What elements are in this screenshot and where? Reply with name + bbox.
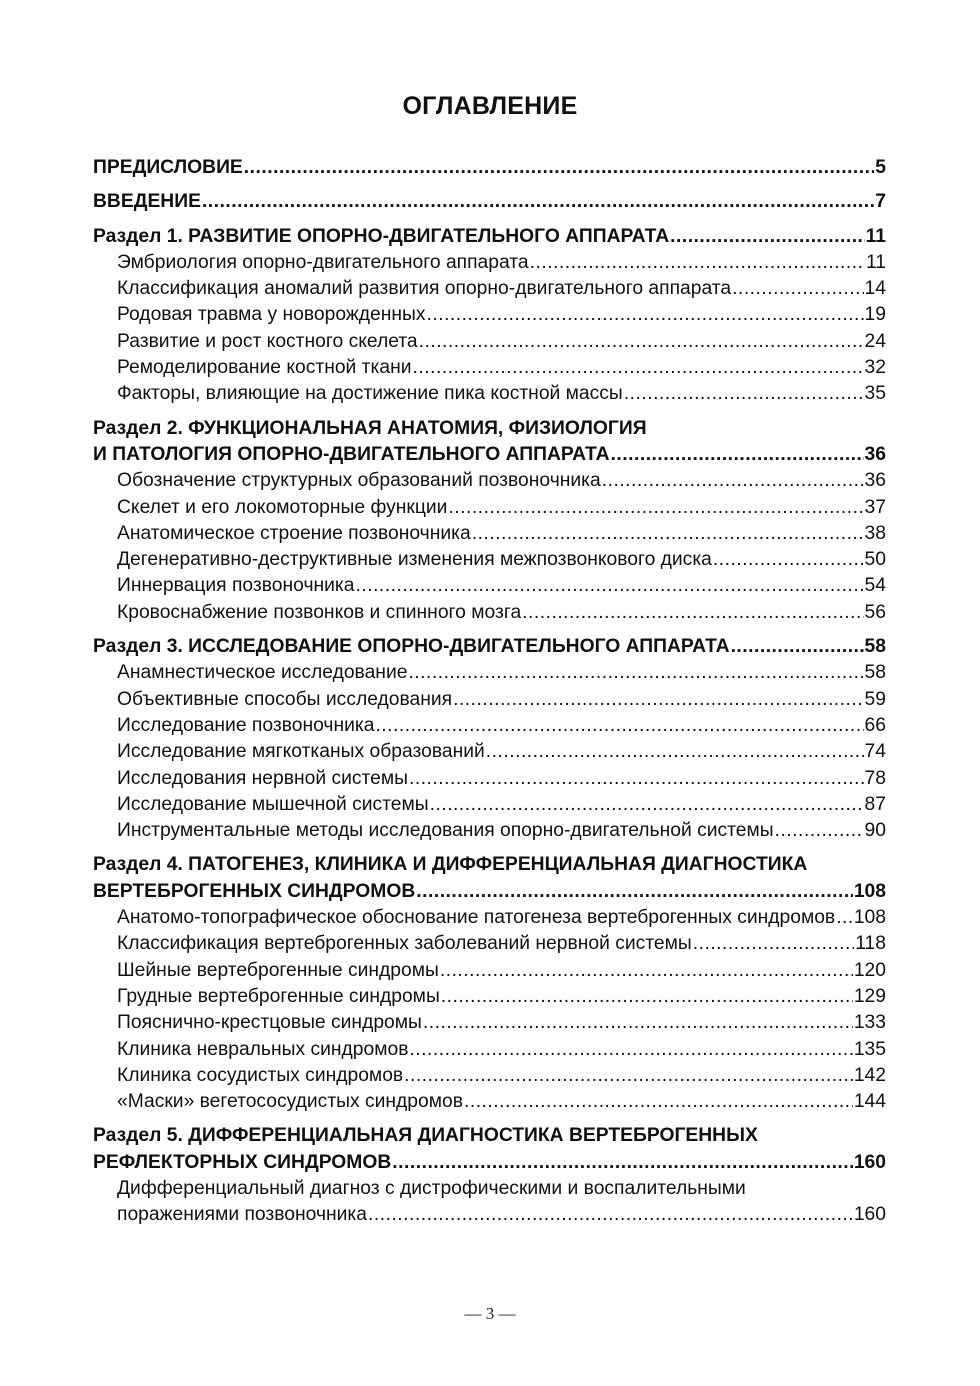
entry-page-number: 87 bbox=[864, 793, 886, 815]
leader-dots bbox=[368, 1202, 853, 1228]
subsection-entry[interactable] bbox=[93, 521, 886, 547]
entry-title: Скелет и его локомоторные функции bbox=[117, 496, 448, 518]
subsection-entry[interactable] bbox=[93, 1063, 886, 1089]
entry-page-number: 135 bbox=[853, 1038, 886, 1060]
entry-page-number: 50 bbox=[864, 549, 886, 571]
entry-title: Исследование мышечной системы bbox=[117, 793, 429, 815]
subsection-line[interactable]: Дифференциальный диагноз с дистрофическими и воспалительными bbox=[117, 1177, 746, 1199]
subsection-entry[interactable] bbox=[93, 600, 886, 626]
section-heading[interactable] bbox=[93, 442, 886, 468]
entry-page-number: 24 bbox=[864, 330, 886, 352]
toc-section bbox=[93, 155, 886, 181]
entry-title: ВЕРТЕБРОГЕННЫХ СИНДРОМОВ bbox=[93, 880, 416, 902]
subsection-entry[interactable] bbox=[93, 687, 886, 713]
entry-page-number: 58 bbox=[864, 636, 886, 658]
toc-section bbox=[93, 189, 886, 215]
subsection-entry[interactable] bbox=[93, 329, 886, 355]
subsection-entry[interactable] bbox=[93, 792, 886, 818]
leader-dots bbox=[409, 1037, 852, 1063]
subsection-entry[interactable] bbox=[93, 660, 886, 686]
table-of-contents bbox=[93, 155, 886, 1237]
entry-title: Раздел 3. ИССЛЕДОВАНИЕ ОПОРНО-ДВИГАТЕЛЬНОГО АППАРАТА bbox=[93, 636, 730, 658]
leader-dots bbox=[423, 1010, 853, 1036]
section-heading-line[interactable]: Раздел 5. ДИФФЕРЕНЦИАЛЬНАЯ ДИАГНОСТИКА ВЕРТЕБРОГЕННЫХ bbox=[93, 1125, 758, 1147]
leader-dots bbox=[427, 302, 864, 328]
entry-page-number: 108 bbox=[853, 880, 886, 902]
subsection-entry[interactable] bbox=[93, 276, 886, 302]
leader-dots bbox=[430, 792, 864, 818]
subsection-entry[interactable] bbox=[93, 250, 886, 276]
entry-page-number: 56 bbox=[864, 601, 886, 623]
entry-title: Клиника сосудистых синдромов bbox=[117, 1064, 404, 1086]
subsection-entry[interactable] bbox=[93, 766, 886, 792]
leader-dots bbox=[602, 468, 864, 494]
entry-page-number: 66 bbox=[864, 714, 886, 736]
entry-title: Факторы, влияющие на достижение пика костной массы bbox=[117, 383, 623, 405]
subsection-entry[interactable] bbox=[93, 547, 886, 573]
page-title: ОГЛАВЛЕНИЕ bbox=[402, 92, 578, 120]
leader-dots bbox=[670, 224, 864, 250]
entry-page-number: 38 bbox=[864, 522, 886, 544]
entry-page-number: 35 bbox=[864, 383, 886, 405]
toc-main-entry[interactable] bbox=[93, 155, 886, 181]
entry-page-number: 118 bbox=[855, 933, 886, 955]
entry-title: Классификация вертеброгенных заболеваний нервной системы bbox=[117, 933, 692, 955]
section-heading[interactable] bbox=[93, 634, 886, 660]
subsection-entry[interactable] bbox=[93, 1202, 886, 1228]
entry-page-number: 74 bbox=[864, 741, 886, 763]
subsection-entry[interactable] bbox=[93, 739, 886, 765]
entry-title: Инструментальные методы исследования опорно-двигательной системы bbox=[117, 820, 774, 842]
entry-page-number: 36 bbox=[864, 470, 886, 492]
leader-dots bbox=[453, 687, 863, 713]
entry-page-number: 32 bbox=[864, 357, 886, 379]
section-heading[interactable] bbox=[93, 224, 886, 250]
subsection-entry[interactable] bbox=[93, 573, 886, 599]
entry-title: Анатомическое строение позвоночника bbox=[117, 522, 471, 544]
entry-title: Родовая травма у новорожденных bbox=[117, 304, 426, 326]
entry-title: «Маски» вегетососудистых синдромов bbox=[117, 1091, 463, 1113]
entry-title: Объективные способы исследования bbox=[117, 688, 453, 710]
subsection-entry[interactable] bbox=[93, 381, 886, 407]
entry-title: ПРЕДИСЛОВИЕ bbox=[93, 157, 243, 178]
entry-page-number: 14 bbox=[864, 278, 886, 300]
toc-section bbox=[93, 852, 886, 1115]
leader-dots bbox=[530, 250, 865, 276]
subsection-entry[interactable] bbox=[93, 713, 886, 739]
entry-page-number: 7 bbox=[875, 191, 886, 213]
entry-title: Пояснично-крестцовые синдромы bbox=[117, 1012, 422, 1034]
entry-title: Клиника невральных синдромов bbox=[117, 1038, 409, 1060]
entry-title: поражениями позвоночника bbox=[117, 1204, 368, 1226]
leader-dots bbox=[392, 1150, 853, 1176]
subsection-entry[interactable] bbox=[93, 468, 886, 494]
entry-page-number: 160 bbox=[853, 1204, 886, 1226]
leader-dots bbox=[732, 276, 863, 302]
entry-page-number: 54 bbox=[864, 575, 886, 597]
page-number: — 3 — bbox=[464, 1304, 516, 1323]
entry-title: Дегенеративно-деструктивные изменения межпозвонкового диска bbox=[117, 549, 712, 571]
leader-dots bbox=[440, 958, 853, 984]
entry-title: Иннервация позвоночника bbox=[117, 575, 355, 597]
leader-dots bbox=[441, 984, 853, 1010]
subsection-entry[interactable] bbox=[93, 958, 886, 984]
entry-page-number: 58 bbox=[864, 662, 886, 684]
entry-page-number: 129 bbox=[853, 985, 886, 1007]
entry-title: Раздел 1. РАЗВИТИЕ ОПОРНО-ДВИГАТЕЛЬНОГО АППАРАТА bbox=[93, 225, 670, 247]
subsection-entry[interactable] bbox=[93, 1089, 886, 1115]
leader-dots bbox=[486, 739, 864, 765]
leader-dots bbox=[356, 573, 864, 599]
leader-dots bbox=[775, 818, 864, 844]
toc-section bbox=[93, 416, 886, 626]
leader-dots bbox=[409, 766, 864, 792]
leader-dots bbox=[522, 600, 863, 626]
leader-dots bbox=[375, 713, 863, 739]
leader-dots bbox=[416, 879, 853, 905]
subsection-entry[interactable] bbox=[93, 1037, 886, 1063]
entry-title: Развитие и рост костного скелета bbox=[117, 330, 418, 352]
entry-title: Классификация аномалий развития опорно-двигательного аппарата bbox=[117, 278, 732, 300]
entry-title: Обозначение структурных образований позвоночника bbox=[117, 470, 601, 492]
toc-main-entry[interactable] bbox=[93, 189, 886, 215]
entry-page-number: 11 bbox=[865, 225, 886, 247]
leader-dots bbox=[413, 355, 864, 381]
entry-page-number: 37 bbox=[864, 496, 886, 518]
leader-dots bbox=[731, 634, 864, 660]
entry-title: Кровоснабжение позвонков и спинного мозга bbox=[117, 601, 522, 623]
entry-page-number: 11 bbox=[865, 251, 886, 273]
leader-dots bbox=[836, 905, 853, 931]
toc-section bbox=[93, 224, 886, 408]
entry-title: И ПАТОЛОГИЯ ОПОРНО-ДВИГАТЕЛЬНОГО АППАРАТА bbox=[93, 443, 610, 465]
entry-page-number: 133 bbox=[853, 1012, 886, 1034]
leader-dots bbox=[624, 381, 864, 407]
subsection-entry[interactable] bbox=[93, 818, 886, 844]
entry-title: Исследование позвоночника bbox=[117, 714, 375, 736]
entry-title: Анатомо-топографическое обоснование патогенеза вертеброгенных синдромов bbox=[117, 907, 836, 929]
entry-title: Грудные вертеброгенные синдромы bbox=[117, 985, 440, 1007]
entry-title: РЕФЛЕКТОРНЫХ СИНДРОМОВ bbox=[93, 1151, 392, 1173]
leader-dots bbox=[448, 495, 863, 521]
subsection-entry[interactable] bbox=[93, 1010, 886, 1036]
subsection-entry[interactable] bbox=[93, 302, 886, 328]
leader-dots bbox=[408, 660, 863, 686]
entry-page-number: 142 bbox=[853, 1064, 886, 1086]
section-heading[interactable] bbox=[93, 879, 886, 905]
entry-title: Шейные вертеброгенные синдромы bbox=[117, 959, 439, 981]
leader-dots bbox=[202, 189, 874, 215]
entry-page-number: 108 bbox=[853, 907, 886, 929]
entry-page-number: 19 bbox=[864, 304, 886, 326]
leader-dots bbox=[713, 547, 864, 573]
entry-page-number: 5 bbox=[875, 157, 886, 178]
subsection-entry[interactable] bbox=[93, 905, 886, 931]
subsection-entry[interactable] bbox=[93, 355, 886, 381]
entry-page-number: 78 bbox=[864, 767, 886, 789]
entry-title: ВВЕДЕНИЕ bbox=[93, 191, 201, 213]
subsection-entry[interactable] bbox=[93, 495, 886, 521]
section-heading-line[interactable]: Раздел 4. ПАТОГЕНЕЗ, КЛИНИКА И ДИФФЕРЕНЦИАЛЬНАЯ ДИАГНОСТИКА bbox=[93, 854, 808, 876]
section-heading[interactable] bbox=[93, 1150, 886, 1176]
entry-title: Исследование мягкотканых образований bbox=[117, 741, 485, 763]
leader-dots bbox=[464, 1089, 853, 1115]
leader-dots bbox=[693, 931, 855, 957]
entry-title: Ремоделирование костной ткани bbox=[117, 357, 412, 379]
entry-title: Эмбриология опорно-двигательного аппарата bbox=[117, 251, 529, 273]
subsection-entry[interactable] bbox=[93, 931, 886, 957]
entry-page-number: 144 bbox=[853, 1091, 886, 1113]
subsection-entry[interactable] bbox=[93, 984, 886, 1010]
leader-dots bbox=[244, 155, 874, 181]
section-heading-line[interactable]: Раздел 2. ФУНКЦИОНАЛЬНАЯ АНАТОМИЯ, ФИЗИОЛОГИЯ bbox=[93, 417, 647, 439]
entry-page-number: 120 bbox=[853, 959, 886, 981]
entry-page-number: 160 bbox=[853, 1151, 886, 1173]
entry-title: Исследования нервной системы bbox=[117, 767, 408, 789]
entry-page-number: 59 bbox=[864, 688, 886, 710]
entry-title: Анамнестическое исследование bbox=[117, 662, 408, 684]
entry-page-number: 36 bbox=[864, 443, 886, 465]
leader-dots bbox=[611, 442, 864, 468]
toc-section bbox=[93, 634, 886, 844]
toc-section bbox=[93, 1123, 886, 1228]
leader-dots bbox=[472, 521, 864, 547]
leader-dots bbox=[404, 1063, 853, 1089]
entry-page-number: 90 bbox=[864, 820, 886, 842]
leader-dots bbox=[419, 329, 864, 355]
